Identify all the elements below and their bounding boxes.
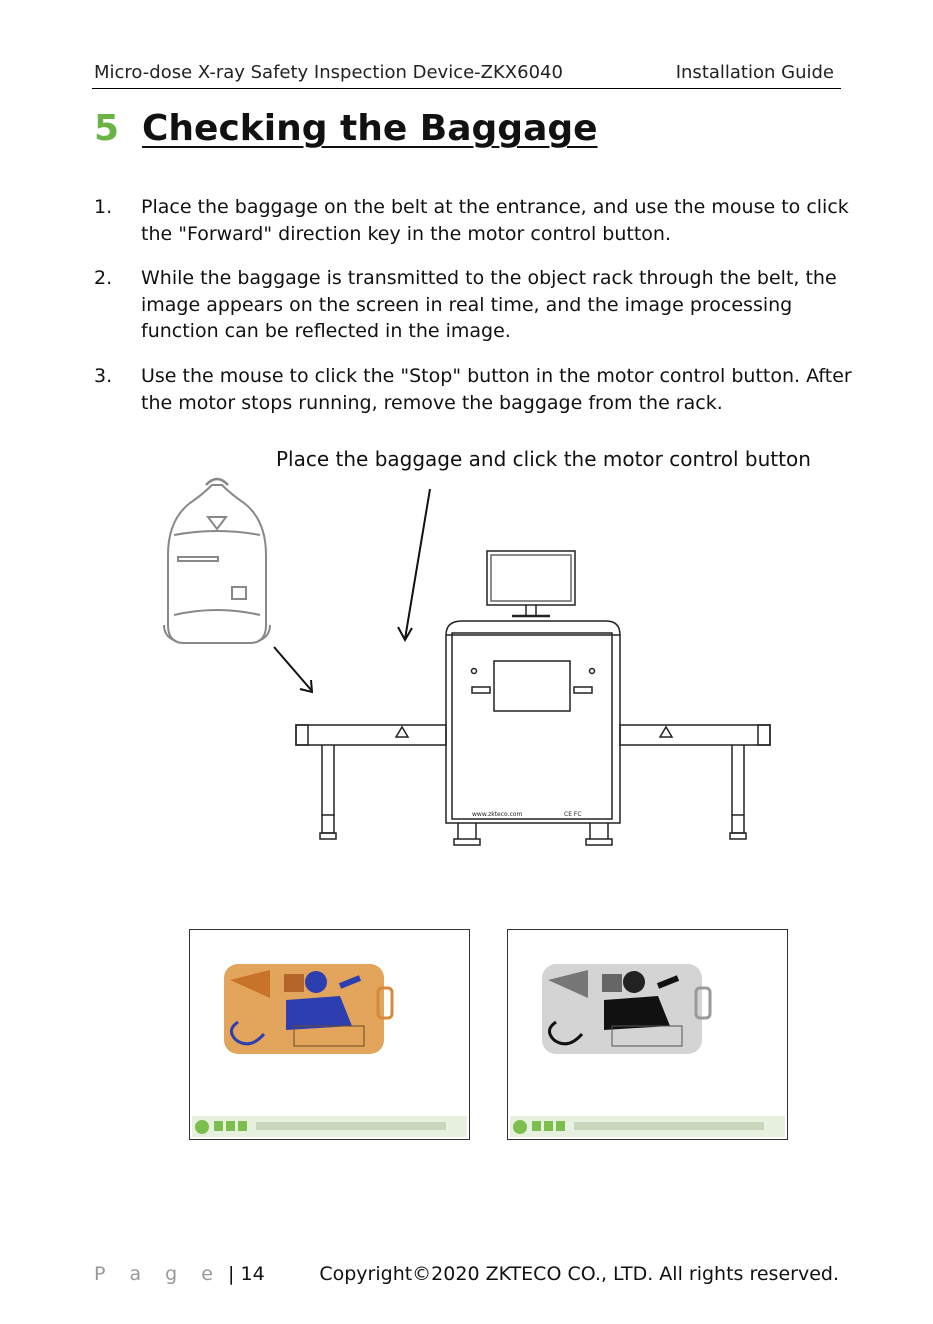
step-3 <box>94 363 854 416</box>
step-text: Use the mouse to click the "Stop" button in the motor control button. After the motor stops running, remove the baggage from the rack. <box>141 365 852 414</box>
header-document-title: Micro-dose X-ray Safety Inspection Device-ZKX6040 <box>94 62 563 83</box>
xray-screenshot-grayscale <box>507 929 788 1140</box>
exit-conveyor <box>620 725 770 839</box>
entrance-conveyor <box>296 725 446 839</box>
page-label: P a g e <box>94 1263 222 1285</box>
section-title: Checking the Baggage <box>142 108 598 149</box>
header-divider <box>92 88 841 89</box>
monitor-illustration <box>487 551 575 616</box>
device-cert-marks: CE FC <box>564 811 582 818</box>
xray-screenshot-color <box>189 929 470 1140</box>
step-text: Place the baggage on the belt at the entrance, and use the mouse to click the "Forward" direction key in the motor control button. <box>141 196 849 245</box>
page-number: 14 <box>240 1263 265 1285</box>
step-number: 1. <box>94 196 113 218</box>
arrow-to-control <box>398 489 430 640</box>
figure-caption: Place the baggage and click the motor control button <box>276 447 811 471</box>
device-brand-mark: www.zkteco.com <box>472 811 523 818</box>
step-2 <box>94 265 854 345</box>
device-diagram <box>150 475 790 855</box>
backpack-illustration <box>164 479 270 643</box>
step-number: 2. <box>94 267 113 289</box>
step-1 <box>94 194 854 247</box>
header-guide-name: Installation Guide <box>675 62 834 83</box>
arrow-to-belt <box>274 647 312 692</box>
section-number: 5 <box>94 108 120 149</box>
footer-page-number <box>94 1263 265 1285</box>
step-text: While the baggage is transmitted to the object rack through the belt, the image appears on the screen in real time, and the image processing function can be reflected in the image. <box>141 267 837 342</box>
footer-copyright: Copyright©2020 ZKTECO CO., LTD. All rights reserved. <box>319 1263 839 1285</box>
step-number: 3. <box>94 365 113 387</box>
page-separator: | <box>228 1263 235 1285</box>
